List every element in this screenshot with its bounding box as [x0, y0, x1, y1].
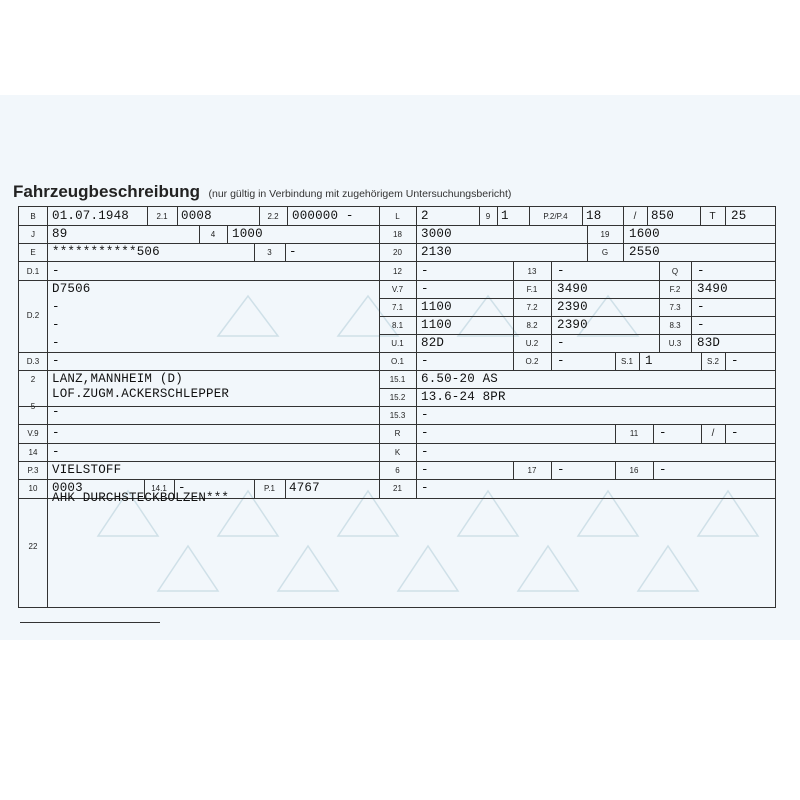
value-V7: - — [421, 282, 429, 296]
value-P2: 18 — [586, 209, 602, 223]
label-V9: V.9 — [27, 429, 39, 438]
value-13: - — [557, 264, 565, 278]
label-13: 13 — [527, 267, 537, 276]
value-O2: - — [557, 354, 565, 368]
value-U3: 83D — [697, 336, 721, 350]
label-2-2: 2.2 — [267, 212, 279, 221]
value-10: 0003 — [52, 481, 83, 495]
value-J: 89 — [52, 227, 68, 241]
label-O2: O.2 — [525, 357, 539, 366]
value-G: 2550 — [629, 245, 660, 259]
value-K: - — [421, 445, 429, 459]
value-D2-line4: - — [52, 336, 60, 350]
label-6: 6 — [395, 466, 400, 475]
label-18: 18 — [393, 230, 402, 239]
label-P3: P.3 — [27, 466, 39, 475]
value-V9: - — [52, 426, 60, 440]
value-14: - — [52, 445, 60, 459]
label-D2: D.2 — [26, 311, 40, 320]
value-E: ***********506 — [52, 245, 160, 259]
label-V7: V.7 — [391, 285, 404, 294]
label-F1: F.1 — [526, 285, 538, 294]
label-F2: F.2 — [669, 285, 681, 294]
label-D3: D.3 — [26, 357, 40, 366]
value-O1: - — [421, 354, 429, 368]
value-D2-line1: D7506 — [52, 282, 91, 296]
label-E: E — [30, 248, 36, 257]
value-18: 3000 — [421, 227, 452, 241]
label-2: 2 — [30, 375, 36, 384]
value-6: - — [421, 463, 429, 477]
label-22: 22 — [28, 542, 38, 551]
value-14-1: - — [178, 481, 186, 495]
value-8-2: 2390 — [557, 318, 588, 332]
value-2-1: 0008 — [181, 209, 212, 223]
value-7-2: 2390 — [557, 300, 588, 314]
label-8-1: 8.1 — [391, 321, 404, 330]
value-S2: - — [731, 354, 739, 368]
value-11-b: - — [731, 426, 739, 440]
value-2-2: 000000 - — [292, 209, 354, 223]
label-G: G — [601, 248, 609, 257]
value-F1: 3490 — [557, 282, 588, 296]
value-8-3: - — [697, 318, 705, 332]
label-P2-P4: P.2/P.4 — [543, 212, 568, 221]
value-R: - — [421, 426, 429, 440]
label-U3: U.3 — [668, 339, 682, 348]
label-J: J — [31, 230, 35, 239]
form-title-subtitle: (nur gültig in Verbindung mit zugehörigem Untersuchungsbericht) — [208, 188, 512, 200]
label-14: 14 — [28, 448, 38, 457]
label-5: 5 — [30, 402, 36, 411]
label-P1: P.1 — [264, 484, 275, 493]
value-19: 1600 — [629, 227, 660, 241]
label-D1: D.1 — [26, 267, 40, 276]
value-U2: - — [557, 336, 565, 350]
value-T: 25 — [731, 209, 747, 223]
value-F2: 3490 — [697, 282, 728, 296]
label-20: 20 — [393, 248, 402, 257]
value-7-3: - — [697, 300, 705, 314]
value-12: - — [421, 264, 429, 278]
label-11-slash: / — [711, 428, 715, 439]
value-2-manufacturer: LANZ,MANNHEIM (D) — [52, 372, 183, 386]
label-U1: U.1 — [391, 339, 404, 348]
label-7-2: 7.2 — [526, 303, 538, 312]
form-title — [13, 182, 511, 202]
value-P4: 850 — [651, 209, 675, 223]
value-5-line1: LOF.ZUGM.ACKERSCHLEPPER — [52, 387, 230, 401]
label-Q: Q — [671, 267, 679, 276]
label-2-1: 2.1 — [156, 212, 168, 221]
value-4: 1000 — [232, 227, 263, 241]
label-15-2: 15.2 — [389, 393, 406, 402]
value-9: 1 — [501, 209, 509, 223]
label-19: 19 — [600, 230, 610, 239]
label-O1: O.1 — [391, 357, 404, 366]
value-15-2: 13.6-24 8PR — [421, 390, 506, 404]
label-U2: U.2 — [525, 339, 539, 348]
label-12: 12 — [393, 267, 402, 276]
value-21: - — [421, 481, 429, 495]
label-B: B — [30, 212, 36, 221]
value-22-remarks: AHK DURCHSTECKBOLZEN*** — [52, 491, 230, 505]
value-P3: VIELSTOFF — [52, 463, 122, 477]
value-B: 01.07.1948 — [52, 209, 130, 223]
form-title-main: Fahrzeugbeschreibung — [13, 182, 201, 201]
label-17: 17 — [527, 466, 537, 475]
value-3: - — [289, 245, 297, 259]
value-D3: - — [52, 354, 60, 368]
label-T: T — [709, 211, 716, 222]
value-D2-line2: - — [52, 300, 60, 314]
value-D1: - — [52, 264, 60, 278]
label-21: 21 — [393, 484, 402, 493]
value-20: 2130 — [421, 245, 452, 259]
label-7-1: 7.1 — [391, 303, 404, 312]
vehicle-description-form — [18, 206, 776, 608]
label-slash: / — [633, 211, 637, 222]
label-4: 4 — [210, 230, 216, 239]
value-P1: 4767 — [289, 481, 320, 495]
value-7-1: 1100 — [421, 300, 452, 314]
label-S2: S.2 — [706, 357, 719, 366]
label-8-2: 8.2 — [526, 321, 538, 330]
value-17: - — [557, 463, 565, 477]
value-15-3: - — [421, 408, 429, 422]
value-15-1: 6.50-20 AS — [421, 372, 499, 386]
value-S1: 1 — [645, 354, 653, 368]
label-9: 9 — [485, 212, 491, 221]
value-U1: 82D — [421, 336, 445, 350]
label-3: 3 — [267, 248, 272, 257]
value-11-a: - — [659, 426, 667, 440]
value-Q: - — [697, 264, 705, 278]
bottom-divider — [20, 622, 160, 623]
label-15-1: 15.1 — [389, 375, 406, 384]
label-16: 16 — [629, 466, 639, 475]
label-8-3: 8.3 — [669, 321, 681, 330]
label-15-3: 15.3 — [389, 411, 406, 420]
label-14-1: 14.1 — [151, 484, 167, 493]
label-7-3: 7.3 — [669, 303, 681, 312]
value-16: - — [659, 463, 667, 477]
label-S1: S.1 — [620, 357, 633, 366]
value-D2-line3: - — [52, 318, 60, 332]
value-5-line2: - — [52, 405, 60, 419]
value-8-1: 1100 — [421, 318, 452, 332]
label-11: 11 — [629, 429, 639, 438]
label-10: 10 — [28, 484, 38, 493]
label-L: L — [395, 212, 400, 221]
value-L: 2 — [421, 209, 429, 223]
label-K: K — [394, 448, 401, 457]
label-R: R — [394, 429, 401, 438]
